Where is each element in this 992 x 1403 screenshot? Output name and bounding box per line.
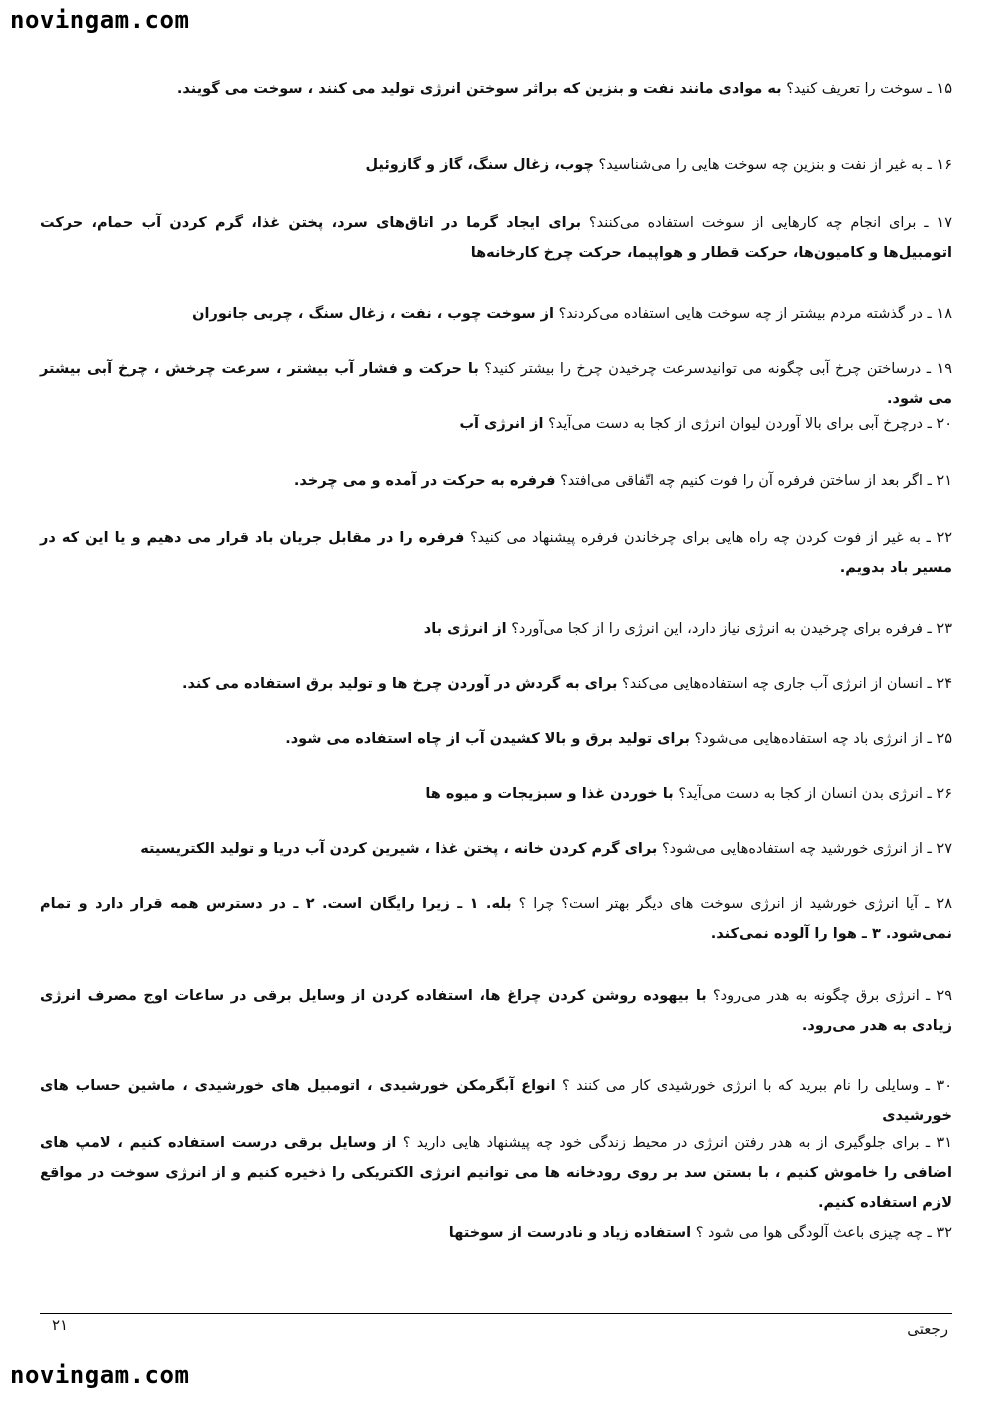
qa-item	[40, 1218, 952, 1248]
question-text: ۲۴ ـ انسان از انرژی آب جاری چه استفاده‌هایی می‌کند؟	[622, 676, 952, 692]
qa-item	[40, 834, 952, 864]
answer-text: انواع آبگرمکن خورشیدی ، اتومبیل های خورشیدی ، ماشین حساب های خورشیدی	[40, 1078, 952, 1124]
answer-text: استفاده زیاد و نادرست از سوختها	[448, 1225, 692, 1241]
question-text: ۱۷ ـ برای انجام چه کارهایی از سوخت استفاده می‌کنند؟	[588, 215, 952, 231]
answer-text: فرفره را در مقابل جریان باد قرار می دهیم و یا این که در مسیر باد بدویم.	[40, 530, 952, 576]
watermark-bottom: novingam.com	[10, 1361, 190, 1389]
question-text: ۲۶ ـ انرژی بدن انسان از کجا به دست می‌آید؟	[678, 786, 952, 802]
question-text: ۲۰ ـ درچرخ آبی برای بالا آوردن لیوان انرژی از کجا به دست می‌آید؟	[548, 416, 952, 432]
question-text: ۱۶ ـ به غیر از نفت و بنزین چه سوخت هایی را می‌شناسید؟	[598, 157, 952, 173]
qa-item	[40, 299, 952, 329]
qa-item	[40, 150, 952, 180]
answer-text: به موادی مانند نفت و بنزین که براثر سوختن انرژی تولید می کنند ، سوخت می گویند.	[176, 81, 782, 97]
question-text: ۱۹ ـ درساختن چرخ آبی چگونه می توانیدسرعت چرخیدن چرخ را بیشتر کنید؟	[484, 361, 953, 377]
answer-text: از وسایل برقی درست استفاده کنیم ، لامپ های اضافی را خاموش کنیم ، با بستن سد بر روی رودخانه ها می توانیم انرژی الکتریکی را ذخیره کنیم و از انرژی سوخت در مواقع لازم استفاده کنیم.	[40, 1135, 952, 1211]
question-text: ۳۱ ـ برای جلوگیری از به هدر رفتن انرژی در محیط زندگی خود چه پیشنهاد هایی دارید ؟	[402, 1135, 952, 1151]
answer-text: از سوخت چوب ، نفت ، زغال سنگ ، چربی جانوران	[192, 306, 554, 322]
page-number: ۲۱	[52, 1316, 69, 1334]
question-text: ۲۳ ـ فرفره برای چرخیدن به انرژی نیاز دارد، این انرژی را از کجا می‌آورد؟	[511, 621, 952, 637]
answer-text: برای تولید برق و بالا کشیدن آب از چاه استفاده می شود.	[285, 731, 690, 747]
qa-item	[40, 779, 952, 809]
qa-item	[40, 981, 952, 1041]
answer-text: برای گرم کردن خانه ، پختن غذا ، شیرین کردن آب دریا و تولید الکتریسیته	[140, 841, 658, 857]
question-text: ۲۲ ـ به غیر از فوت کردن چه راه هایی برای چرخاندن فرفره پیشنهاد می کنید؟	[469, 530, 953, 546]
qa-item	[40, 523, 952, 583]
question-text: ۲۸ ـ آیا انرژی خورشید از انرژی سوخت های دیگر بهتر است؟ چرا ؟	[518, 896, 952, 912]
answer-text: از انرژی باد	[423, 621, 507, 637]
author-name: رجعتی	[907, 1320, 948, 1338]
qa-item	[40, 354, 952, 414]
qa-item	[40, 889, 952, 949]
answer-text: با بیهوده روشن کردن چراغ ها، استفاده کردن از وسایل برقی در ساعات اوج مصرف انرژی زیادی به هدر می‌رود.	[40, 988, 952, 1034]
answer-text: چوب، زغال سنگ، گاز و گازوئیل	[365, 157, 594, 173]
qa-item	[40, 669, 952, 699]
answer-text: با خوردن غذا و سبزیجات و میوه ها	[425, 786, 674, 802]
qa-item	[40, 466, 952, 496]
qa-item	[40, 409, 952, 439]
question-text: ۲۱ ـ اگر بعد از ساختن فرفره آن را فوت کنیم چه اتّفاقی می‌افتد؟	[560, 473, 952, 489]
answer-text: فرفره به حرکت در آمده و می چرخد.	[293, 473, 556, 489]
qa-item	[40, 208, 952, 268]
question-text: ۳۰ ـ وسایلی را نام ببرید که با انرژی خورشیدی کار می کنند ؟	[561, 1078, 952, 1094]
question-text: ۲۵ ـ از انرژی باد چه استفاده‌هایی می‌شود؟	[694, 731, 952, 747]
question-text: ۳۲ ـ چه چیزی باعث آلودگی هوا می شود ؟	[695, 1225, 952, 1241]
answer-text: از انرژی آب	[459, 416, 544, 432]
answer-text: برای به گردش در آوردن چرخ ها و تولید برق استفاده می کند.	[181, 676, 618, 692]
qa-item	[40, 1128, 952, 1218]
question-text: ۲۷ ـ از انرژی خورشید چه استفاده‌هایی می‌شود؟	[661, 841, 952, 857]
qa-item	[40, 614, 952, 644]
footer-divider	[40, 1313, 952, 1314]
qa-item	[40, 74, 952, 104]
answer-text: برای ایجاد گرما در اتاق‌های سرد، پختن غذا، گرم کردن آب حمام، حرکت اتومبیل‌ها و کامیون‌ها، حرکت قطار و هواپیما، حرکت چرخ کارخانه‌ها	[40, 215, 952, 261]
question-text: ۱۵ ـ سوخت را تعریف کنید؟	[786, 81, 952, 97]
watermark-top: novingam.com	[10, 6, 190, 34]
question-text: ۱۸ ـ در گذشته مردم بیشتر از چه سوخت هایی استفاده می‌کردند؟	[558, 306, 952, 322]
question-text: ۲۹ ـ انرژی برق چگونه به هدر می‌رود؟	[712, 988, 952, 1004]
answer-text: بله. ۱ ـ زیرا رایگان است. ۲ ـ در دسترس همه قرار دارد و تمام نمی‌شود. ۳ ـ هوا را آلوده نمی‌کند.	[40, 896, 952, 942]
qa-item	[40, 724, 952, 754]
qa-item	[40, 1071, 952, 1131]
answer-text: با حرکت و فشار آب بیشتر ، سرعت چرخش ، چرخ آبی بیشتر می شود.	[40, 361, 952, 407]
